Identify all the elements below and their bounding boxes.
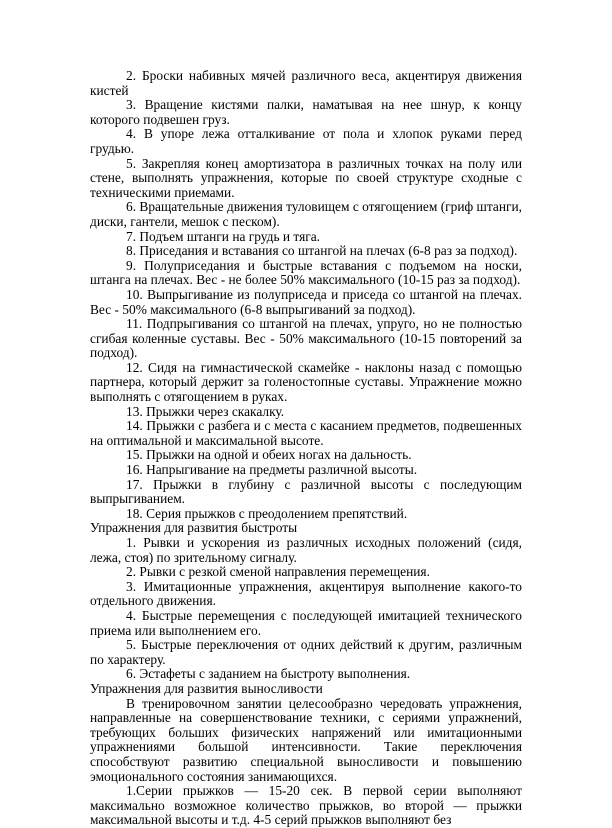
paragraph: 6. Вращательные движения туловищем с отягощением (гриф штанги, диски, гантели, мешок с песком). bbox=[90, 199, 522, 229]
section-heading: Упражнения для развития быстроты bbox=[90, 520, 298, 536]
paragraph: 2. Рывки с резкой сменой направления перемещения. bbox=[126, 564, 430, 580]
paragraph: 5. Закрепляя конец амортизатора в различных точках на полу или стене, выполнять упражнения, которые по своей структуре сходные с техническими приемами. bbox=[90, 155, 522, 200]
paragraph: 11. Подпрыгивания со штангой на плечах, упруго, но не полностью сгибая коленные суставы. Вес - 50% максимального (10-15 повторений за подход). bbox=[90, 316, 522, 361]
paragraph: В тренировочном занятии целесообразно чередовать упражнения, направленные на совершенствование техники, с сериями упражнений, требующих больших физических напряжений или имитационными упражнениями большой интенсивности. Такие переключения способствуют развитию специальной выносливости и повышению эмоционального состояния занимающихся. bbox=[90, 695, 522, 784]
document-page bbox=[90, 68, 522, 828]
paragraph: 7. Подъем штанги на грудь и тяга. bbox=[126, 228, 321, 244]
paragraph: 9. Полуприседания и быстрые вставания с подъемом на носки, штанга на плечах. Вес - не более 50% максимального (10-15 раз за подход). bbox=[90, 257, 522, 288]
paragraph: 13. Прыжки через скакалку. bbox=[126, 403, 285, 419]
paragraph: 3. Имитационные упражнения, акцентируя выполнение какого-то отдельного движения. bbox=[90, 578, 522, 609]
paragraph: 4. Быстрые перемещения с последующей имитацией технического приема или выполнением его. bbox=[90, 607, 522, 638]
paragraph: 1.Серии прыжков — 15-20 сек. В первой серии выполняют максимально возможное количество прыжков, во второй — прыжки максимальной высоты и т.д. 4-5 серий прыжков выполняют без bbox=[90, 783, 522, 828]
paragraph: 15. Прыжки на одной и обеих ногах на дальность. bbox=[126, 447, 412, 463]
paragraph: 6. Эстафеты с заданием на быстроту выполнения. bbox=[126, 666, 411, 682]
section-heading: Упражнения для развития выносливости bbox=[90, 680, 323, 696]
paragraph: 10. Выпрыгивание из полуприседа и приседа со штангой на плечах. Вес - 50% максимального (6-8 выпрыгиваний за подход). bbox=[90, 286, 522, 317]
paragraph: 4. В упоре лежа отталкивание от пола и хлопок руками перед грудью. bbox=[90, 126, 522, 156]
paragraph: 18. Серия прыжков с преодолением препятствий. bbox=[126, 505, 408, 521]
paragraph: 14. Прыжки с разбега и с места с касанием предметов, подвешенных на оптимальной и максимальной высоте. bbox=[90, 418, 522, 448]
paragraph: 3. Вращение кистями палки, наматывая на нее шнур, к концу которого подвешен груз. bbox=[90, 97, 522, 127]
paragraph: 17. Прыжки в глубину с различной высоты с последующим выпрыгиванием. bbox=[90, 476, 522, 507]
paragraph: 5. Быстрые переключения от одних действий к другим, различным по характеру. bbox=[90, 637, 522, 667]
paragraph: 2. Броски набивных мячей различного веса, акцентируя движения кистей bbox=[90, 68, 522, 98]
paragraph: 8. Приседания и вставания со штангой на плечах (6-8 раз за подход). bbox=[126, 243, 518, 259]
paragraph: 16. Напрыгивание на предметы различной высоты. bbox=[126, 462, 418, 478]
paragraph: 1. Рывки и ускорения из различных исходных положений (сидя, лежа, стоя) по зрительному сигналу. bbox=[90, 535, 522, 565]
paragraph: 12. Сидя на гимнастической скамейке - наклоны назад с помощью партнера, который держит за голеностопные суставы. Упражнение можно выполнять с отягощением в руках. bbox=[90, 359, 522, 405]
